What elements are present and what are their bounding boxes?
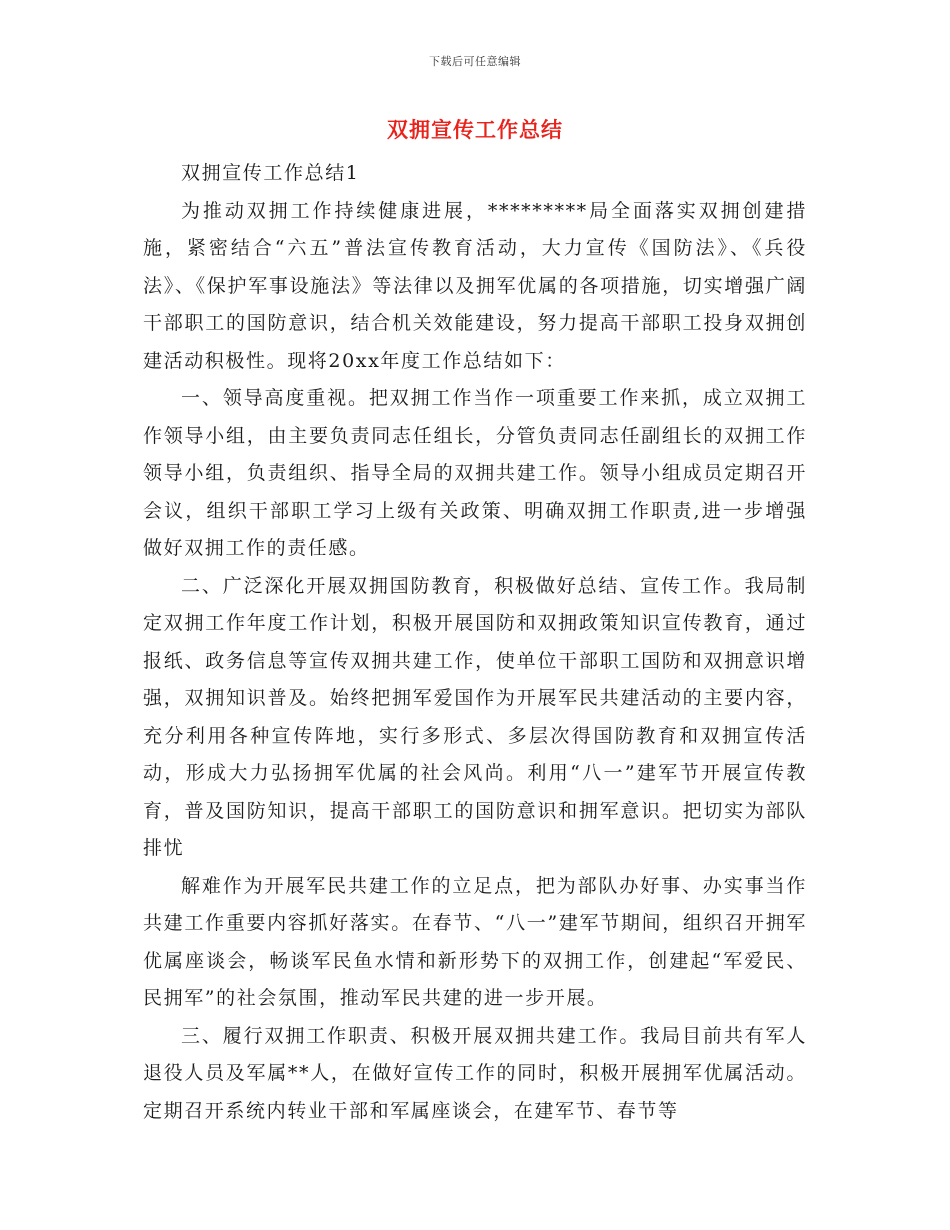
paragraph: 为推动双拥工作持续健康进展，*********局全面落实双拥创建措施，紧密结合“六五”普法宣传教育活动，大力宣传《国防法》、《兵役法》、《保护军事设施法》等法律以及拥军优属的各项措施，切实增强广阔干部职工的国防意识，结合机关效能建设，努力提高干部职工投身双拥创建活动积极性。现将20xx年度工作总结如下：: [143, 199, 807, 372]
paragraph: 一、领导高度重视。把双拥工作当作一项重要工作来抓，成立双拥工作领导小组，由主要负责同志任组长，分管负责同志任副组长的双拥工作领导小组，负责组织、指导全局的双拥共建工作。领导小组成员定期召开会议，组织干部职工学习上级有关政策、明确双拥工作职责,进一步增强做好双拥工作的责任感。: [143, 387, 807, 559]
document-title: 双拥宣传工作总结: [387, 117, 563, 142]
paragraph: 二、广泛深化开展双拥国防教育，积极做好总结、宣传工作。我局制定双拥工作年度工作计划，积极开展国防和双拥政策知识宣传教育，通过报纸、政务信息等宣传双拥共建工作，使单位干部职工国防和双拥意识增强，双拥知识普及。始终把拥军爱国作为开展军民共建活动的主要内容，充分利用各种宣传阵地，实行多形式、多层次得国防教育和双拥宣传活动，形成大力弘扬拥军优属的社会风尚。利用“八一”建军节开展宣传教育，普及国防知识，提高干部职工的国防意识和拥军意识。把切实为部队排忧: [143, 574, 807, 859]
paragraph: 三、履行双拥工作职责、积极开展双拥共建工作。我局目前共有军人退役人员及军属**人，在做好宣传工作的同时，积极开展拥军优属活动。定期召开系统内转业干部和军属座谈会，在建军节、春节等: [143, 1024, 807, 1122]
header-note: 下载后可任意编辑: [429, 55, 521, 68]
paragraph: 解难作为开展军民共建工作的立足点，把为部队办好事、办实事当作共建工作重要内容抓好落实。在春节、“八一”建军节期间，组织召开拥军优属座谈会，畅谈军民鱼水情和新形势下的双拥工作，创建起“军爱民、民拥军”的社会氛围，推动军民共建的进一步开展。: [143, 874, 807, 1009]
section-heading: 双拥宣传工作总结1: [181, 162, 360, 184]
document-body: [143, 155, 807, 1130]
